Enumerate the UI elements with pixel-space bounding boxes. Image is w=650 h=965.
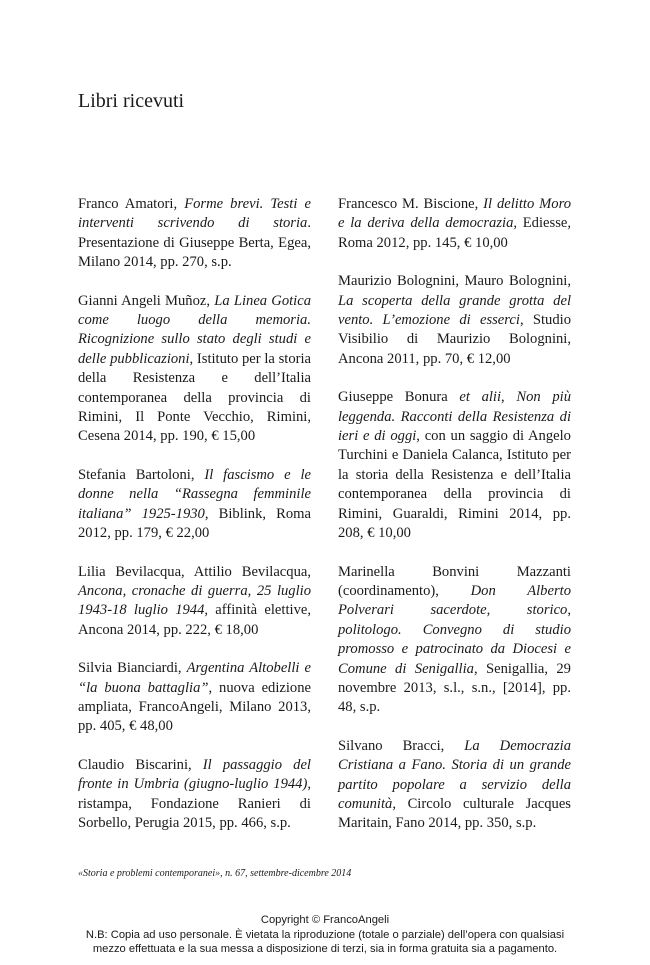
book-entry: Gianni Angeli Muñoz, La Linea Gotica come luogo della memoria. Ricognizione sullo stato degli studi e delle pubblicazioni, Istituto per la storia della Resistenza e dell’Italia contemporanea della provincia di Rimini, Il Ponte Vecchio, Rimini, Cesena 2014, pp. 190, € 15,00	[78, 292, 312, 445]
book-entry: Francesco M. Biscione, Il delitto Moro e la deriva della democrazia, Ediesse, Roma 2012, pp. 145, € 10,00	[338, 196, 572, 251]
journal-footnote: «Storia e problemi contemporanei», n. 67, settembre-dicembre 2014	[78, 868, 352, 879]
copyright-line: Copyright © FrancoAngeli	[260, 914, 390, 926]
page-title: Libri ricevuti	[78, 90, 185, 112]
book-entry: Franco Amatori, Forme brevi. Testi e interventi scrivendo di storia. Presentazione di Giuseppe Berta, Egea, Milano 2014, pp. 270, s.p.	[78, 196, 311, 271]
book-entry: Silvano Bracci, La Democrazia Cristiana a Fano. Storia di un grande partito popolare a servizio della comunità, Circolo culturale Jacques Maritain, Fano 2014, pp. 350, s.p.	[338, 737, 571, 832]
book-entry: Marinella Bonvini Mazzanti (coordinamento), Don Alberto Polverari sacerdote, storico, politologo. Convegno di studio promosso e patrocinato da Diocesi e Comune di Senigallia, Senigallia, 29 novembre 2013, s.l., s.n., [2014], pp. 48, s.p.	[338, 563, 571, 716]
right-column	[338, 195, 571, 853]
book-entry: Claudio Biscarini, Il passaggio del fronte in Umbria (giugno-luglio 1944), ristampa, Fondazione Ranieri di Sorbello, Perugia 2015, pp. 466, s.p.	[78, 756, 311, 831]
copyright-line: mezzo effettuata e la sua messa a disposizione di terzi, sia in forma gratuita sia a pagamento.	[92, 943, 558, 956]
copyright-notice	[0, 913, 650, 957]
left-column	[78, 195, 311, 852]
copyright-line: N.B: Copia ad uso personale. È vietata la riproduzione (totale o parziale) dell’opera con qualsiasi	[85, 928, 565, 941]
book-entry: Maurizio Bolognini, Mauro Bolognini, La scoperta della grande grotta del vento. L’emozione di esserci, Studio Visibilio di Maurizio Bolognini, Ancona 2011, pp. 70, € 12,00	[338, 273, 571, 367]
book-entry: Giuseppe Bonura et alii, Non più leggenda. Racconti della Resistenza di ieri e di oggi, con un saggio di Angelo Turchini e Daniela Calanca, Istituto per la storia della Resistenza e dell’Italia contemporanea della provincia di Rimini, Guaraldi, Rimini 2014, pp. 208, € 10,00	[338, 389, 571, 542]
book-entry: Stefania Bartoloni, Il fascismo e le donne nella “Rassegna femminile italiana” 1925-1930, Biblink, Roma 2012, pp. 179, € 22,00	[78, 466, 312, 542]
book-entry: Silvia Bianciardi, Argentina Altobelli e “la buona battaglia”, nuova edizione ampliata, FrancoAngeli, Milano 2013, pp. 405, € 48,00	[78, 660, 311, 735]
book-entry: Lilia Bevilacqua, Attilio Bevilacqua, Ancona, cronache di guerra, 25 luglio 1943-18 luglio 1944, affinità elettive, Ancona 2014, pp. 222, € 18,00	[78, 563, 311, 638]
